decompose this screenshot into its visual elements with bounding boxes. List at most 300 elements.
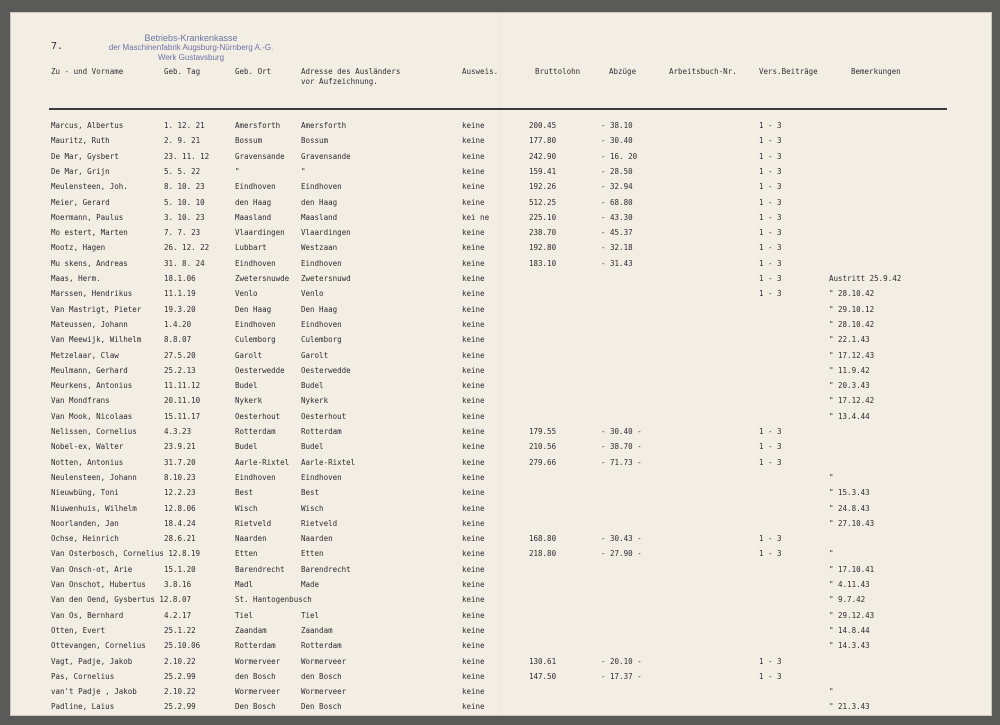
row-address: Zwetersnuwd: [301, 274, 351, 283]
row-deductions: - 30.40 -: [601, 427, 642, 436]
ledger-page: [10, 12, 992, 716]
stamp-line-2: der Maschinenfabrik Augsburg-Nürnberg A.-G.: [108, 43, 274, 52]
row-birth-date: 4.2.17: [164, 610, 192, 620]
row-id-doc: keine: [462, 442, 485, 452]
row-birth-place: Tiel: [235, 610, 254, 620]
row-birth-date: 7. 7. 23: [164, 228, 201, 238]
row-contributions: 1 - 3: [759, 656, 782, 666]
row-id-doc: keine: [462, 166, 485, 176]
row-name: Van Mondfrans: [51, 396, 110, 406]
row-name: Noorlanden, Jan: [51, 518, 119, 528]
table-row: [11, 686, 992, 700]
row-contributions: 1 - 3: [759, 151, 782, 161]
row-birth-place: Wormerveer: [235, 656, 281, 666]
row-birth-place: Rotterdam: [235, 641, 276, 651]
table-row: [11, 656, 992, 670]
row-birth-date: 25.1.22: [164, 625, 196, 635]
row-name: Neulensteen, Johann: [51, 472, 137, 482]
row-birth-date: 8.10.23: [164, 472, 196, 482]
row-birth-date: 1. 12. 21: [164, 121, 205, 130]
row-birth-place: Bossum: [235, 136, 263, 146]
row-birth-date: 25.2.99: [164, 702, 196, 712]
row-contributions: 1 - 3: [759, 549, 782, 559]
row-id-doc: keine: [462, 488, 485, 498]
row-id-doc: keine: [462, 702, 485, 712]
row-remarks: " 29.10.12: [829, 304, 875, 314]
table-row: [11, 334, 992, 348]
table-row: [11, 166, 992, 180]
row-deductions: - 30.43 -: [601, 534, 642, 544]
row-name: Mootz, Hagen: [51, 243, 106, 253]
table-row: [11, 395, 992, 409]
header-dob: Geb. Tag: [164, 67, 201, 76]
row-birth-date: 25.10.06: [164, 641, 201, 651]
row-name: Moermann, Paulus: [51, 212, 124, 222]
row-name: Mo estert, Marten: [51, 228, 128, 238]
row-address: Bossum: [301, 136, 329, 146]
row-address: Den Bosch: [301, 702, 342, 712]
row-name: Ottevangen, Cornelius: [51, 641, 146, 651]
row-address: Tiel: [301, 610, 320, 620]
row-name: Meier, Gerard: [51, 197, 110, 207]
row-name: Meulensteen, Joh.: [51, 182, 128, 192]
row-birth-place: Oesterwedde: [235, 365, 285, 375]
row-birth-place: den Bosch: [235, 671, 276, 681]
row-id-doc: keine: [462, 549, 485, 559]
row-address: Oesterwedde: [301, 365, 351, 375]
row-address: den Bosch: [301, 671, 342, 681]
table-row: [11, 411, 992, 425]
row-address: Zaandam: [301, 625, 333, 635]
table-row: [11, 380, 992, 394]
row-deductions: - 31.43: [601, 258, 633, 268]
row-address: ": [301, 166, 306, 176]
row-deductions: - 16. 20: [601, 151, 638, 161]
row-gross-wage: 242.90: [529, 151, 557, 161]
row-gross-wage: 512.25: [529, 197, 557, 207]
row-birth-date: 18.4.24: [164, 518, 196, 528]
row-id-doc: keine: [462, 411, 485, 421]
table-row: [11, 350, 992, 364]
row-remarks: ": [829, 472, 834, 482]
row-id-doc: keine: [462, 197, 485, 207]
row-deductions: - 68.80: [601, 197, 633, 207]
table-row: [11, 610, 992, 624]
row-deductions: - 32.18: [601, 243, 633, 253]
row-birth-date: 2. 9. 21: [164, 136, 201, 146]
row-birth-place: Venlo: [235, 289, 258, 299]
table-row: [11, 151, 992, 165]
table-row: [11, 120, 992, 134]
row-birth-date: 27.5.20: [164, 350, 196, 360]
row-id-doc: keine: [462, 427, 485, 436]
row-address: Vlaardingen: [301, 228, 351, 238]
row-gross-wage: 147.50: [529, 671, 557, 681]
row-birth-place: St. Hantogenbusch: [235, 595, 312, 605]
row-birth-place: Wormerveer: [235, 687, 281, 697]
row-gross-wage: 179.55: [529, 427, 557, 436]
row-remarks: " 13.4.44: [829, 411, 870, 421]
row-remarks: " 15.3.43: [829, 488, 870, 498]
row-gross-wage: 183.10: [529, 258, 557, 268]
row-gross-wage: 218.80: [529, 549, 557, 559]
row-birth-place: Culemborg: [235, 335, 276, 345]
row-birth-date: 3.8.16: [164, 580, 192, 589]
row-remarks: " 28.10.42: [829, 319, 875, 329]
row-remarks: " 27.10.43: [829, 518, 875, 528]
row-birth-date: 26. 12. 22: [164, 243, 210, 253]
row-birth-place: Budel: [235, 442, 258, 452]
row-name: Maas, Herm.: [51, 274, 101, 283]
row-contributions: 1 - 3: [759, 243, 782, 253]
table-row: [11, 227, 992, 241]
institution-stamp: [101, 33, 281, 63]
row-name: Van Meewijk, Wilhelm: [51, 335, 142, 345]
table-row: [11, 701, 992, 715]
row-name: Meulmann, Gerhard: [51, 365, 128, 375]
row-remarks: " 22.1.43: [829, 335, 870, 345]
table-row: [11, 319, 992, 333]
row-gross-wage: 192.26: [529, 182, 557, 192]
row-gross-wage: 168.80: [529, 534, 557, 544]
row-gross-wage: 159.41: [529, 166, 557, 176]
row-deductions: - 17.37 -: [601, 671, 642, 681]
row-remarks: " 28.10.42: [829, 289, 875, 299]
row-id-doc: keine: [462, 457, 485, 467]
row-address: Made: [301, 580, 320, 589]
row-name: Van Onsch-ot, Arie: [51, 564, 133, 574]
row-name: Padline, Laius: [51, 702, 115, 712]
row-remarks: " 11.9.42: [829, 365, 870, 375]
row-name: Niuwenhuis, Wilhelm: [51, 503, 137, 513]
row-id-doc: keine: [462, 610, 485, 620]
row-remarks: " 14.3.43: [829, 641, 870, 651]
row-address: Rietveld: [301, 518, 338, 528]
row-remarks: ": [829, 687, 834, 697]
table-row: [11, 594, 992, 608]
row-birth-place: ": [235, 166, 240, 176]
row-address: Eindhoven: [301, 182, 342, 192]
row-name: Mateussen, Johann: [51, 319, 128, 329]
table-row: [11, 548, 992, 562]
row-contributions: 1 - 3: [759, 289, 782, 299]
row-name: Marssen, Hendrikus: [51, 289, 133, 299]
row-id-doc: keine: [462, 671, 485, 681]
row-name: Marcus, Albertus: [51, 121, 124, 130]
row-contributions: 1 - 3: [759, 427, 782, 436]
row-contributions: 1 - 3: [759, 534, 782, 544]
row-birth-place: Eindhoven: [235, 182, 276, 192]
row-contributions: 1 - 3: [759, 166, 782, 176]
table-row: [11, 671, 992, 685]
row-birth-date: 12.8.06: [164, 503, 196, 513]
row-deductions: - 28.50: [601, 166, 633, 176]
row-birth-place: Gravensande: [235, 151, 285, 161]
table-row: [11, 258, 992, 272]
row-remarks: " 17.12.42: [829, 396, 875, 406]
row-gross-wage: 177.80: [529, 136, 557, 146]
row-deductions: - 71.73 -: [601, 457, 642, 467]
row-birth-place: Rietveld: [235, 518, 272, 528]
row-gross-wage: 238.70: [529, 228, 557, 238]
row-birth-place: den Haag: [235, 197, 272, 207]
row-id-doc: keine: [462, 350, 485, 360]
row-remarks: " 24.8.43: [829, 503, 870, 513]
row-address: Wisch: [301, 503, 324, 513]
row-birth-place: Wisch: [235, 503, 258, 513]
table-row: [11, 197, 992, 211]
row-contributions: 1 - 3: [759, 121, 782, 130]
row-birth-date: 12.2.23: [164, 488, 196, 498]
header-id-doc: Ausweis.: [462, 67, 499, 76]
row-deductions: - 38.10: [601, 121, 633, 130]
header-address: Adresse des Ausländers vor Aufzeichnung.: [301, 67, 401, 86]
row-id-doc: keine: [462, 365, 485, 375]
row-birth-date: 8. 10. 23: [164, 182, 205, 192]
row-id-doc: keine: [462, 243, 485, 253]
row-name: Van Os, Bernhard: [51, 610, 124, 620]
row-contributions: 1 - 3: [759, 197, 782, 207]
row-birth-date: 11.1.19: [164, 289, 196, 299]
row-address: Aarle-Rixtel: [301, 457, 356, 467]
row-deductions: - 27.90 -: [601, 549, 642, 559]
row-address: Amersforth: [301, 121, 347, 130]
row-id-doc: keine: [462, 304, 485, 314]
row-gross-wage: 225.10: [529, 212, 557, 222]
row-birth-date: 5. 5. 22: [164, 166, 201, 176]
row-birth-date: 31.7.20: [164, 457, 196, 467]
row-contributions: 1 - 3: [759, 136, 782, 146]
table-row: [11, 304, 992, 318]
row-address: Rotterdam: [301, 427, 342, 436]
row-birth-date: 28.6.21: [164, 534, 196, 544]
row-address: Budel: [301, 381, 324, 391]
row-id-doc: keine: [462, 381, 485, 391]
row-birth-date: 25.2.99: [164, 671, 196, 681]
row-id-doc: keine: [462, 564, 485, 574]
row-birth-place: Etten: [235, 549, 258, 559]
row-deductions: - 45.37: [601, 228, 633, 238]
row-birth-date: 11.11.12: [164, 381, 201, 391]
row-name: De Mar, Gysbert: [51, 151, 119, 161]
row-birth-date: 1.4.20: [164, 319, 192, 329]
header-deductions: Abzüge: [609, 67, 637, 76]
row-remarks: " 14.8.44: [829, 625, 870, 635]
row-birth-place: Oesterhout: [235, 411, 281, 421]
row-id-doc: keine: [462, 518, 485, 528]
row-gross-wage: 130.61: [529, 656, 557, 666]
row-remarks: " 29.12.43: [829, 610, 875, 620]
table-row: [11, 181, 992, 195]
row-remarks: ": [829, 549, 834, 559]
table-row: [11, 273, 992, 287]
row-address: Wormerveer: [301, 656, 347, 666]
row-name: Nieuwbüng, Toni: [51, 488, 119, 498]
table-row: [11, 212, 992, 226]
header-rule: [49, 108, 947, 110]
row-remarks: Austritt 25.9.42: [829, 274, 902, 283]
header-name: Zu - und Vorname: [51, 67, 124, 76]
table-row: [11, 564, 992, 578]
row-birth-date: 2.10.22: [164, 656, 196, 666]
table-row: [11, 487, 992, 501]
row-id-doc: keine: [462, 335, 485, 345]
row-address: Nykerk: [301, 396, 329, 406]
row-deductions: - 20.10 -: [601, 656, 642, 666]
row-deductions: - 38.70 -: [601, 442, 642, 452]
row-address: Best: [301, 488, 320, 498]
row-birth-place: Den Haag: [235, 304, 272, 314]
row-birth-place: Eindhoven: [235, 472, 276, 482]
row-birth-place: Nykerk: [235, 396, 263, 406]
row-name: Meurkens, Antonius: [51, 381, 133, 391]
row-birth-date: 4.3.23: [164, 427, 192, 436]
row-birth-place: Garolt: [235, 350, 263, 360]
row-remarks: " 9.7.42: [829, 595, 866, 605]
row-birth-place: Aarle-Rixtel: [235, 457, 290, 467]
row-birth-place: Best: [235, 488, 254, 498]
row-id-doc: keine: [462, 687, 485, 697]
row-birth-place: Rotterdam: [235, 427, 276, 436]
row-birth-date: 20.11.10: [164, 396, 201, 406]
row-id-doc: keine: [462, 503, 485, 513]
row-birth-place: Naarden: [235, 534, 267, 544]
row-birth-place: Eindhoven: [235, 258, 276, 268]
row-remarks: " 17.12.43: [829, 350, 875, 360]
row-address: Barendrecht: [301, 564, 351, 574]
row-contributions: 1 - 3: [759, 671, 782, 681]
row-id-doc: keine: [462, 136, 485, 146]
row-birth-date: 5. 10. 10: [164, 197, 205, 207]
row-id-doc: keine: [462, 595, 485, 605]
row-name: Van Mook, Nicolaas: [51, 411, 133, 421]
row-birth-date: 25.2.13: [164, 365, 196, 375]
table-row: [11, 625, 992, 639]
row-deductions: - 30.40: [601, 136, 633, 146]
row-id-doc: keine: [462, 641, 485, 651]
row-id-doc: keine: [462, 319, 485, 329]
table-row: [11, 441, 992, 455]
table-row: [11, 518, 992, 532]
row-address: Gravensande: [301, 151, 351, 161]
page-number: 7.: [51, 41, 64, 52]
table-row: [11, 135, 992, 149]
row-remarks: " 20.3.43: [829, 381, 870, 391]
row-id-doc: keine: [462, 625, 485, 635]
header-gross: Bruttolohn: [535, 67, 581, 76]
row-name: Otten, Evert: [51, 625, 106, 635]
row-id-doc: keine: [462, 534, 485, 544]
row-gross-wage: 192.80: [529, 243, 557, 253]
row-id-doc: keine: [462, 151, 485, 161]
row-birth-place: Lubbart: [235, 243, 267, 253]
row-birth-place: Eindhoven: [235, 319, 276, 329]
row-name: Mauritz, Ruth: [51, 136, 110, 146]
row-name: Nobel-ex, Walter: [51, 442, 124, 452]
row-name: Mu skens, Andreas: [51, 258, 128, 268]
row-id-doc: keine: [462, 258, 485, 268]
row-birth-place: Maasland: [235, 212, 272, 222]
row-remarks: " 4.11.43: [829, 580, 870, 589]
table-row: [11, 533, 992, 547]
row-name: De Mar, Grijn: [51, 166, 110, 176]
row-name: Vagt, Padje, Jakob: [51, 656, 133, 666]
row-id-doc: keine: [462, 472, 485, 482]
table-row: [11, 503, 992, 517]
row-deductions: - 43.30: [601, 212, 633, 222]
row-name: Ochse, Heinrich: [51, 534, 119, 544]
row-id-doc: keine: [462, 228, 485, 238]
row-contributions: 1 - 3: [759, 457, 782, 467]
row-id-doc: keine: [462, 396, 485, 406]
row-remarks: " 21.3.43: [829, 702, 870, 712]
table-row: [11, 242, 992, 256]
row-gross-wage: 200.45: [529, 121, 557, 130]
row-name: Van Onschot, Hubertus: [51, 580, 146, 589]
header-pob: Geb. Ort: [235, 67, 272, 76]
row-id-doc: keine: [462, 289, 485, 299]
row-id-doc: keine: [462, 580, 485, 589]
row-birth-date: 23.9.21: [164, 442, 196, 452]
row-birth-date: 19.3.20: [164, 304, 196, 314]
row-birth-date: 18.1.06: [164, 274, 196, 283]
row-address: Rotterdam: [301, 641, 342, 651]
row-address: den Haag: [301, 197, 338, 207]
row-birth-place: Zwetersnuwde: [235, 274, 290, 283]
table-row: [11, 426, 992, 440]
row-contributions: 1 - 3: [759, 182, 782, 192]
row-id-doc: kei ne: [462, 212, 490, 222]
table-row: [11, 472, 992, 486]
row-id-doc: keine: [462, 656, 485, 666]
row-birth-date: 3. 10. 23: [164, 212, 205, 222]
row-address: Oesterhout: [301, 411, 347, 421]
row-id-doc: keine: [462, 274, 485, 283]
header-workbook: Arbeitsbuch-Nr.: [669, 67, 737, 76]
row-birth-place: Budel: [235, 381, 258, 391]
row-birth-place: Zaandam: [235, 625, 267, 635]
row-birth-date: 23. 11. 12: [164, 151, 210, 161]
table-row: [11, 457, 992, 471]
table-row: [11, 640, 992, 654]
row-contributions: 1 - 3: [759, 212, 782, 222]
row-address: Wormerveer: [301, 687, 347, 697]
row-name: van't Padje , Jakob: [51, 687, 137, 697]
row-birth-date: 8.8.07: [164, 335, 192, 345]
row-birth-date: 31. 8. 24: [164, 258, 205, 268]
row-birth-place: Barendrecht: [235, 564, 285, 574]
row-name: Van Mastrigt, Pieter: [51, 304, 142, 314]
row-contributions: 1 - 3: [759, 258, 782, 268]
row-id-doc: keine: [462, 121, 485, 130]
row-name: Pas, Cornelius: [51, 671, 115, 681]
row-name: Nelissen, Cornelius: [51, 427, 137, 436]
row-name: Van den Oend, Gysbertus 12.8.07: [51, 595, 191, 605]
row-address: Etten: [301, 549, 324, 559]
row-id-doc: keine: [462, 182, 485, 192]
stamp-line-1: Betriebs-Krankenkasse: [144, 33, 238, 43]
row-address: Eindhoven: [301, 258, 342, 268]
row-address: Maasland: [301, 212, 338, 222]
row-birth-place: Madl: [235, 580, 254, 589]
row-address: Garolt: [301, 350, 329, 360]
stamp-line-3: Werk Gustavsburg: [157, 53, 225, 62]
row-address: Venlo: [301, 289, 324, 299]
row-name: Van Osterbosch, Cornelius 12.8.19: [51, 549, 201, 559]
row-address: Eindhoven: [301, 319, 342, 329]
row-contributions: 1 - 3: [759, 274, 782, 283]
row-address: Budel: [301, 442, 324, 452]
